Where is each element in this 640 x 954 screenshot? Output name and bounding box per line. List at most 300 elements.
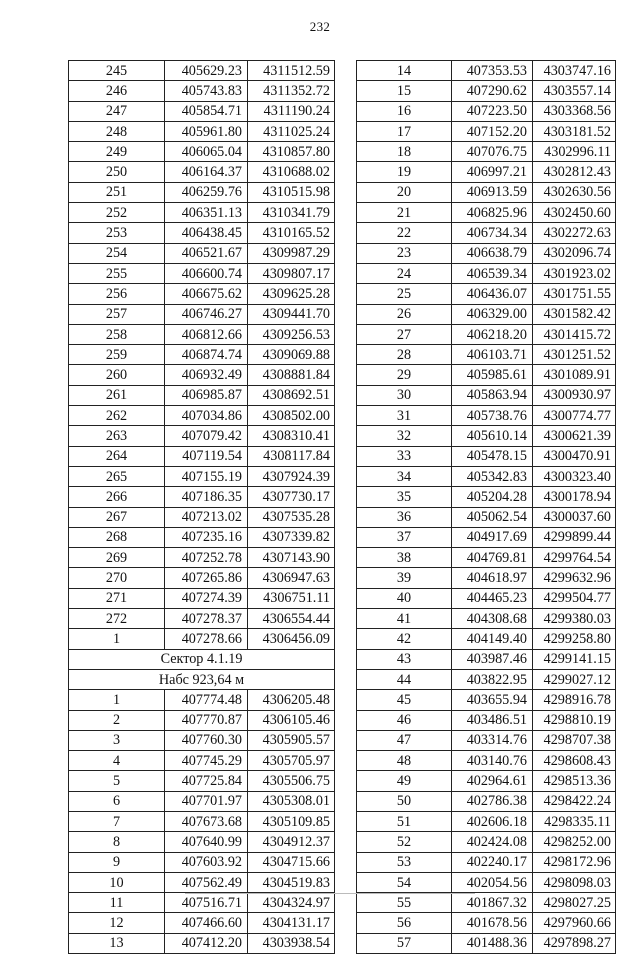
y-coordinate-cell: 4301751.55 <box>533 284 616 304</box>
y-coordinate-cell: 4307339.82 <box>248 527 335 547</box>
table-row <box>69 365 335 385</box>
y-coordinate-cell: 4298707.38 <box>533 730 616 750</box>
point-number-cell: 257 <box>69 304 165 324</box>
y-coordinate-cell: 4309987.29 <box>248 243 335 263</box>
point-number-cell: 12 <box>69 913 165 933</box>
table-row <box>357 872 616 892</box>
table-row <box>69 385 335 405</box>
point-number-cell: 5 <box>69 771 165 791</box>
y-coordinate-cell: 4298422.24 <box>533 791 616 811</box>
sector-heading-row <box>69 649 335 669</box>
x-coordinate-cell: 405854.71 <box>165 101 248 121</box>
x-coordinate-cell: 407079.42 <box>165 426 248 446</box>
point-number-cell: 266 <box>69 487 165 507</box>
table-row <box>69 426 335 446</box>
point-number-cell: 47 <box>357 730 452 750</box>
point-number-cell: 30 <box>357 385 452 405</box>
table-row <box>69 832 335 852</box>
table-row <box>357 263 616 283</box>
point-number-cell: 38 <box>357 548 452 568</box>
y-coordinate-cell: 4300470.91 <box>533 446 616 466</box>
point-number-cell: 256 <box>69 284 165 304</box>
table-row <box>69 142 335 162</box>
x-coordinate-cell: 407155.19 <box>165 466 248 486</box>
point-number-cell: 18 <box>357 142 452 162</box>
point-number-cell: 54 <box>357 872 452 892</box>
point-number-cell: 250 <box>69 162 165 182</box>
x-coordinate-cell: 407701.97 <box>165 791 248 811</box>
y-coordinate-cell: 4298608.43 <box>533 751 616 771</box>
table-row <box>357 751 616 771</box>
table-row <box>357 730 616 750</box>
x-coordinate-cell: 404308.68 <box>452 609 533 629</box>
point-number-cell: 269 <box>69 548 165 568</box>
point-number-cell: 268 <box>69 527 165 547</box>
point-number-cell: 9 <box>69 852 165 872</box>
y-coordinate-cell: 4299899.44 <box>533 527 616 547</box>
point-number-cell: 249 <box>69 142 165 162</box>
table-row <box>69 913 335 933</box>
y-coordinate-cell: 4299504.77 <box>533 588 616 608</box>
y-coordinate-cell: 4306751.11 <box>248 588 335 608</box>
table-row <box>357 121 616 141</box>
point-number-cell: 253 <box>69 223 165 243</box>
x-coordinate-cell: 405629.23 <box>165 61 248 81</box>
table-row <box>357 771 616 791</box>
y-coordinate-cell: 4301415.72 <box>533 324 616 344</box>
x-coordinate-cell: 406329.00 <box>452 304 533 324</box>
y-coordinate-cell: 4303557.14 <box>533 81 616 101</box>
x-coordinate-cell: 407290.62 <box>452 81 533 101</box>
table-row <box>69 710 335 730</box>
y-coordinate-cell: 4310165.52 <box>248 223 335 243</box>
y-coordinate-cell: 4309256.53 <box>248 324 335 344</box>
x-coordinate-cell: 406521.67 <box>165 243 248 263</box>
y-coordinate-cell: 4299380.03 <box>533 609 616 629</box>
point-number-cell: 51 <box>357 811 452 831</box>
table-row <box>69 182 335 202</box>
y-coordinate-cell: 4303747.16 <box>533 61 616 81</box>
point-number-cell: 4 <box>69 751 165 771</box>
table-row <box>357 466 616 486</box>
table-row <box>357 182 616 202</box>
x-coordinate-cell: 407213.02 <box>165 507 248 527</box>
y-coordinate-cell: 4304715.66 <box>248 852 335 872</box>
x-coordinate-cell: 406351.13 <box>165 203 248 223</box>
y-coordinate-cell: 4305308.01 <box>248 791 335 811</box>
x-coordinate-cell: 403486.51 <box>452 710 533 730</box>
x-coordinate-cell: 401488.36 <box>452 933 533 953</box>
x-coordinate-cell: 405342.83 <box>452 466 533 486</box>
sector-area: Набс 923,64 м <box>69 669 335 689</box>
point-number-cell: 43 <box>357 649 452 669</box>
table-row <box>69 751 335 771</box>
x-coordinate-cell: 405961.80 <box>165 121 248 141</box>
y-coordinate-cell: 4300178.94 <box>533 487 616 507</box>
x-coordinate-cell: 403822.95 <box>452 669 533 689</box>
point-number-cell: 248 <box>69 121 165 141</box>
x-coordinate-cell: 406913.59 <box>452 182 533 202</box>
table-row <box>69 284 335 304</box>
point-number-cell: 57 <box>357 933 452 953</box>
y-coordinate-cell: 4304912.37 <box>248 832 335 852</box>
table-row <box>69 487 335 507</box>
point-number-cell: 270 <box>69 568 165 588</box>
point-number-cell: 25 <box>357 284 452 304</box>
point-number-cell: 247 <box>69 101 165 121</box>
y-coordinate-cell: 4310341.79 <box>248 203 335 223</box>
y-coordinate-cell: 4298252.00 <box>533 832 616 852</box>
table-row <box>69 466 335 486</box>
x-coordinate-cell: 407673.68 <box>165 811 248 831</box>
x-coordinate-cell: 407562.49 <box>165 872 248 892</box>
y-coordinate-cell: 4309625.28 <box>248 284 335 304</box>
point-number-cell: 36 <box>357 507 452 527</box>
y-coordinate-cell: 4298513.36 <box>533 771 616 791</box>
table-row <box>357 446 616 466</box>
y-coordinate-cell: 4302812.43 <box>533 162 616 182</box>
table-row <box>69 101 335 121</box>
table-row <box>357 426 616 446</box>
table-row <box>69 893 335 913</box>
y-coordinate-cell: 4311512.59 <box>248 61 335 81</box>
y-coordinate-cell: 4299027.12 <box>533 669 616 689</box>
point-number-cell: 35 <box>357 487 452 507</box>
x-coordinate-cell: 407640.99 <box>165 832 248 852</box>
y-coordinate-cell: 4302996.11 <box>533 142 616 162</box>
x-coordinate-cell: 403655.94 <box>452 690 533 710</box>
y-coordinate-cell: 4306205.48 <box>248 690 335 710</box>
x-coordinate-cell: 407278.37 <box>165 609 248 629</box>
x-coordinate-cell: 406812.66 <box>165 324 248 344</box>
y-coordinate-cell: 4304131.17 <box>248 913 335 933</box>
y-coordinate-cell: 4301251.52 <box>533 345 616 365</box>
point-number-cell: 1 <box>69 690 165 710</box>
table-row <box>69 223 335 243</box>
table-row <box>69 933 335 953</box>
table-row <box>69 852 335 872</box>
table-row <box>357 284 616 304</box>
x-coordinate-cell: 405062.54 <box>452 507 533 527</box>
point-number-cell: 21 <box>357 203 452 223</box>
table-row <box>69 730 335 750</box>
table-row <box>357 568 616 588</box>
table-row <box>69 588 335 608</box>
y-coordinate-cell: 4304324.97 <box>248 893 335 913</box>
x-coordinate-cell: 407745.29 <box>165 751 248 771</box>
y-coordinate-cell: 4310688.02 <box>248 162 335 182</box>
y-coordinate-cell: 4305506.75 <box>248 771 335 791</box>
table-row <box>69 548 335 568</box>
y-coordinate-cell: 4299258.80 <box>533 629 616 649</box>
point-number-cell: 10 <box>69 872 165 892</box>
y-coordinate-cell: 4299764.54 <box>533 548 616 568</box>
point-number-cell: 265 <box>69 466 165 486</box>
table-row <box>69 690 335 710</box>
table-row <box>69 203 335 223</box>
table-row <box>357 588 616 608</box>
x-coordinate-cell: 407034.86 <box>165 406 248 426</box>
point-number-cell: 15 <box>357 81 452 101</box>
x-coordinate-cell: 402054.56 <box>452 872 533 892</box>
y-coordinate-cell: 4299141.15 <box>533 649 616 669</box>
x-coordinate-cell: 405863.94 <box>452 385 533 405</box>
y-coordinate-cell: 4308881.84 <box>248 365 335 385</box>
x-coordinate-cell: 404465.23 <box>452 588 533 608</box>
point-number-cell: 245 <box>69 61 165 81</box>
x-coordinate-cell: 407412.20 <box>165 933 248 953</box>
table-row <box>69 243 335 263</box>
x-coordinate-cell: 406103.71 <box>452 345 533 365</box>
table-row <box>357 690 616 710</box>
sector-title: Сектор 4.1.19 <box>69 649 335 669</box>
point-number-cell: 55 <box>357 893 452 913</box>
table-row <box>357 406 616 426</box>
x-coordinate-cell: 407603.92 <box>165 852 248 872</box>
point-number-cell: 263 <box>69 426 165 446</box>
y-coordinate-cell: 4310857.80 <box>248 142 335 162</box>
y-coordinate-cell: 4303938.54 <box>248 933 335 953</box>
y-coordinate-cell: 4298810.19 <box>533 710 616 730</box>
table-row <box>357 61 616 81</box>
x-coordinate-cell: 401867.32 <box>452 893 533 913</box>
point-number-cell: 264 <box>69 446 165 466</box>
x-coordinate-cell: 407516.71 <box>165 893 248 913</box>
table-row <box>69 345 335 365</box>
table-row <box>357 243 616 263</box>
table-row <box>357 324 616 344</box>
x-coordinate-cell: 407353.53 <box>452 61 533 81</box>
table-row <box>357 203 616 223</box>
x-coordinate-cell: 402964.61 <box>452 771 533 791</box>
table-row <box>69 61 335 81</box>
x-coordinate-cell: 403987.46 <box>452 649 533 669</box>
point-number-cell: 272 <box>69 609 165 629</box>
point-number-cell: 258 <box>69 324 165 344</box>
x-coordinate-cell: 406997.21 <box>452 162 533 182</box>
y-coordinate-cell: 4306554.44 <box>248 609 335 629</box>
y-coordinate-cell: 4311190.24 <box>248 101 335 121</box>
x-coordinate-cell: 406259.76 <box>165 182 248 202</box>
point-number-cell: 2 <box>69 710 165 730</box>
x-coordinate-cell: 406675.62 <box>165 284 248 304</box>
point-number-cell: 255 <box>69 263 165 283</box>
x-coordinate-cell: 407252.78 <box>165 548 248 568</box>
table-row <box>357 548 616 568</box>
point-number-cell: 41 <box>357 609 452 629</box>
point-number-cell: 53 <box>357 852 452 872</box>
y-coordinate-cell: 4297898.27 <box>533 933 616 953</box>
y-coordinate-cell: 4308117.84 <box>248 446 335 466</box>
y-coordinate-cell: 4300930.97 <box>533 385 616 405</box>
x-coordinate-cell: 406438.45 <box>165 223 248 243</box>
table-row <box>69 162 335 182</box>
x-coordinate-cell: 406065.04 <box>165 142 248 162</box>
table-row <box>69 304 335 324</box>
y-coordinate-cell: 4302630.56 <box>533 182 616 202</box>
table-row <box>69 406 335 426</box>
y-coordinate-cell: 4303368.56 <box>533 101 616 121</box>
x-coordinate-cell: 406985.87 <box>165 385 248 405</box>
y-coordinate-cell: 4298335.11 <box>533 811 616 831</box>
page-number: 232 <box>309 19 331 34</box>
x-coordinate-cell: 403140.76 <box>452 751 533 771</box>
y-coordinate-cell: 4297960.66 <box>533 913 616 933</box>
table-row <box>357 852 616 872</box>
point-number-cell: 32 <box>357 426 452 446</box>
y-coordinate-cell: 4298027.25 <box>533 893 616 913</box>
y-coordinate-cell: 4301582.42 <box>533 304 616 324</box>
y-coordinate-cell: 4306456.09 <box>248 629 335 649</box>
table-row <box>69 791 335 811</box>
point-number-cell: 50 <box>357 791 452 811</box>
y-coordinate-cell: 4299632.96 <box>533 568 616 588</box>
y-coordinate-cell: 4304519.83 <box>248 872 335 892</box>
table-row <box>69 446 335 466</box>
x-coordinate-cell: 406436.07 <box>452 284 533 304</box>
x-coordinate-cell: 406218.20 <box>452 324 533 344</box>
y-coordinate-cell: 4307730.17 <box>248 487 335 507</box>
point-number-cell: 49 <box>357 771 452 791</box>
point-number-cell: 11 <box>69 893 165 913</box>
point-number-cell: 40 <box>357 588 452 608</box>
y-coordinate-cell: 4303181.52 <box>533 121 616 141</box>
point-number-cell: 26 <box>357 304 452 324</box>
table-row <box>69 324 335 344</box>
x-coordinate-cell: 407725.84 <box>165 771 248 791</box>
point-number-cell: 17 <box>357 121 452 141</box>
point-number-cell: 6 <box>69 791 165 811</box>
y-coordinate-cell: 4308310.41 <box>248 426 335 446</box>
x-coordinate-cell: 405204.28 <box>452 487 533 507</box>
x-coordinate-cell: 407760.30 <box>165 730 248 750</box>
table-row <box>357 345 616 365</box>
x-coordinate-cell: 406932.49 <box>165 365 248 385</box>
x-coordinate-cell: 407770.87 <box>165 710 248 730</box>
y-coordinate-cell: 4300774.77 <box>533 406 616 426</box>
x-coordinate-cell: 406164.37 <box>165 162 248 182</box>
y-coordinate-cell: 4300323.40 <box>533 466 616 486</box>
point-number-cell: 16 <box>357 101 452 121</box>
point-number-cell: 29 <box>357 365 452 385</box>
point-number-cell: 52 <box>357 832 452 852</box>
y-coordinate-cell: 4305109.85 <box>248 811 335 831</box>
x-coordinate-cell: 405985.61 <box>452 365 533 385</box>
table-row <box>357 365 616 385</box>
y-coordinate-cell: 4309807.17 <box>248 263 335 283</box>
x-coordinate-cell: 407774.48 <box>165 690 248 710</box>
table-row <box>357 101 616 121</box>
x-coordinate-cell: 406746.27 <box>165 304 248 324</box>
x-coordinate-cell: 406539.34 <box>452 263 533 283</box>
x-coordinate-cell: 401678.56 <box>452 913 533 933</box>
table-row <box>357 162 616 182</box>
x-coordinate-cell: 407265.86 <box>165 568 248 588</box>
y-coordinate-cell: 4302272.63 <box>533 223 616 243</box>
y-coordinate-cell: 4305705.97 <box>248 751 335 771</box>
table-row <box>357 81 616 101</box>
x-coordinate-cell: 406874.74 <box>165 345 248 365</box>
y-coordinate-cell: 4308692.51 <box>248 385 335 405</box>
table-row <box>357 649 616 669</box>
point-number-cell: 246 <box>69 81 165 101</box>
y-coordinate-cell: 4306105.46 <box>248 710 335 730</box>
point-number-cell: 24 <box>357 263 452 283</box>
table-row <box>69 609 335 629</box>
point-number-cell: 27 <box>357 324 452 344</box>
point-number-cell: 13 <box>69 933 165 953</box>
x-coordinate-cell: 403314.76 <box>452 730 533 750</box>
point-number-cell: 34 <box>357 466 452 486</box>
x-coordinate-cell: 405743.83 <box>165 81 248 101</box>
point-number-cell: 20 <box>357 182 452 202</box>
y-coordinate-cell: 4300037.60 <box>533 507 616 527</box>
sector-heading-row <box>69 669 335 689</box>
x-coordinate-cell: 407235.16 <box>165 527 248 547</box>
x-coordinate-cell: 407076.75 <box>452 142 533 162</box>
table-row <box>357 669 616 689</box>
table-row <box>357 385 616 405</box>
point-number-cell: 261 <box>69 385 165 405</box>
x-coordinate-cell: 407278.66 <box>165 629 248 649</box>
y-coordinate-cell: 4311025.24 <box>248 121 335 141</box>
x-coordinate-cell: 406734.34 <box>452 223 533 243</box>
table-row <box>357 832 616 852</box>
y-coordinate-cell: 4307924.39 <box>248 466 335 486</box>
y-coordinate-cell: 4300621.39 <box>533 426 616 446</box>
table-row <box>69 629 335 649</box>
table-row <box>357 142 616 162</box>
point-number-cell: 262 <box>69 406 165 426</box>
y-coordinate-cell: 4311352.72 <box>248 81 335 101</box>
y-coordinate-cell: 4301089.91 <box>533 365 616 385</box>
x-coordinate-cell: 405738.76 <box>452 406 533 426</box>
right-coordinates-table <box>356 60 616 954</box>
table-row <box>69 121 335 141</box>
table-row <box>357 791 616 811</box>
table-row <box>357 710 616 730</box>
point-number-cell: 14 <box>357 61 452 81</box>
y-coordinate-cell: 4309069.88 <box>248 345 335 365</box>
table-row <box>69 771 335 791</box>
bottom-divider <box>185 893 475 895</box>
point-number-cell: 19 <box>357 162 452 182</box>
x-coordinate-cell: 406825.96 <box>452 203 533 223</box>
y-coordinate-cell: 4310515.98 <box>248 182 335 202</box>
x-coordinate-cell: 404149.40 <box>452 629 533 649</box>
point-number-cell: 251 <box>69 182 165 202</box>
x-coordinate-cell: 404769.81 <box>452 548 533 568</box>
table-row <box>69 568 335 588</box>
y-coordinate-cell: 4302096.74 <box>533 243 616 263</box>
x-coordinate-cell: 407152.20 <box>452 121 533 141</box>
point-number-cell: 22 <box>357 223 452 243</box>
point-number-cell: 31 <box>357 406 452 426</box>
y-coordinate-cell: 4308502.00 <box>248 406 335 426</box>
y-coordinate-cell: 4298172.96 <box>533 852 616 872</box>
y-coordinate-cell: 4306947.63 <box>248 568 335 588</box>
table-row <box>357 507 616 527</box>
point-number-cell: 8 <box>69 832 165 852</box>
point-number-cell: 48 <box>357 751 452 771</box>
x-coordinate-cell: 407274.39 <box>165 588 248 608</box>
x-coordinate-cell: 402786.38 <box>452 791 533 811</box>
x-coordinate-cell: 405478.15 <box>452 446 533 466</box>
y-coordinate-cell: 4309441.70 <box>248 304 335 324</box>
x-coordinate-cell: 402606.18 <box>452 811 533 831</box>
point-number-cell: 39 <box>357 568 452 588</box>
x-coordinate-cell: 407223.50 <box>452 101 533 121</box>
